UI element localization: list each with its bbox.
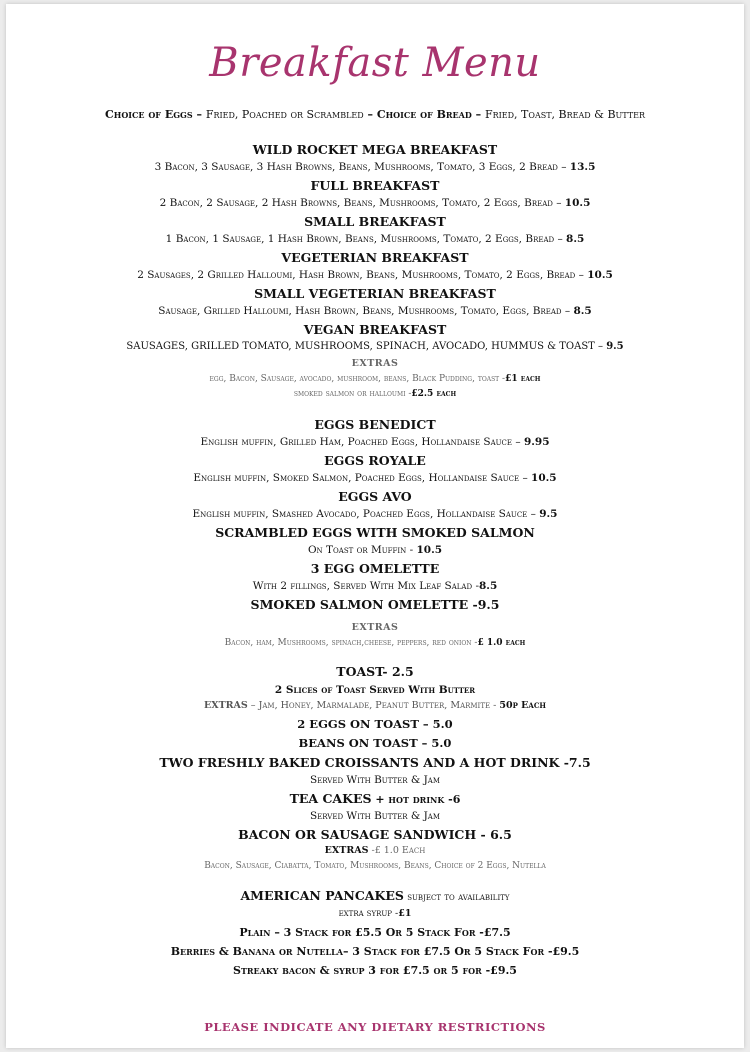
choice-line — [6, 108, 744, 121]
menu-item-name: TOAST- 2.5 — [336, 664, 414, 679]
sep: – — [471, 108, 485, 121]
price: £ 1.0 each — [477, 638, 526, 648]
menu-item-desc: English muffin, Smashed Avocado, Poached Eggs, Hollandaise Sauce – 9.5 — [192, 508, 558, 520]
price: 9.5 — [539, 508, 558, 520]
menu-item-name: FULL BREAKFAST — [310, 178, 440, 193]
price: 10.5 — [587, 269, 613, 281]
menu-item-name: BEANS ON TOAST – 5.0 — [298, 736, 452, 750]
menu-item-name: TWO FRESHLY BAKED CROISSANTS AND A HOT DRINK -7.5 — [159, 755, 591, 770]
extras-line: Bacon, Sausage, Ciabatta, Tomato, Mushrooms, Beans, Choice of 2 Eggs, Nutella — [204, 861, 546, 871]
menu-item-desc: 2 Bacon, 2 Sausage, 2 Hash Browns, Beans, Mushrooms, Tomato, 2 Eggs, Bread – 10.5 — [159, 197, 591, 209]
price: 13.5 — [569, 161, 596, 173]
menu-item-name: VEGAN BREAKFAST — [303, 322, 447, 337]
menu-item-desc: With 2 fillings, Served With Mix Leaf Salad -8.5 — [252, 580, 498, 592]
price: -9.5 — [472, 597, 500, 612]
menu-item-name: 2 EGGS ON TOAST – 5.0 — [297, 717, 453, 731]
eggs-options: Fried, Poached or Scrambled — [205, 108, 364, 121]
menu-item-name: BACON OR SAUSAGE SANDWICH - 6.5 — [238, 827, 512, 842]
menu-item-name: SMALL VEGETERIAN BREAKFAST — [254, 286, 496, 301]
menu-item-desc: Sausage, Grilled Halloumi, Hash Brown, Beans, Mushrooms, Tomato, Eggs, Bread – 8.5 — [158, 305, 592, 317]
sep: – — [192, 108, 206, 121]
pancake-option: Berries & Banana or Nutella– 3 Stack for £7.5 Or 5 Stack For -£9.5 — [170, 945, 580, 958]
menu-item-desc: English muffin, Grilled Ham, Poached Eggs, Hollandaise Sauce – 9.95 — [200, 436, 550, 448]
menu-item-desc: English muffin, Smoked Salmon, Poached Eggs, Hollandaise Sauce – 10.5 — [193, 472, 557, 484]
bread-label: Choice of Bread — [376, 108, 472, 121]
price: - 2.5 — [382, 664, 414, 679]
menu-item-desc: 1 Bacon, 1 Sausage, 1 Hash Brown, Beans, Mushrooms, Tomato, 2 Eggs, Bread – 8.5 — [165, 233, 585, 245]
price: 8.5 — [479, 580, 498, 592]
price: 10.5 — [564, 197, 591, 209]
menu-item-name: SMALL BREAKFAST — [304, 214, 446, 229]
eggs-label: Choice of Eggs — [105, 108, 193, 121]
page-title: Breakfast Menu — [209, 40, 541, 86]
bread-options: Fried, Toast, Bread & Butter — [484, 108, 645, 121]
price: 50p Each — [499, 700, 547, 711]
price: £2.5 each — [411, 389, 457, 399]
menu-item-desc: On Toast or Muffin - 10.5 — [307, 544, 443, 556]
menu-item-name: SCRAMBLED EGGS WITH SMOKED SALMON — [215, 525, 535, 540]
menu-item-desc: 2 Sausages, 2 Grilled Halloumi, Hash Brown, Beans, Mushrooms, Tomato, 2 Eggs, Bread – 10.5 — [137, 269, 613, 281]
price: £1 each — [505, 374, 541, 384]
extras-line: egg, Bacon, Sausage, avocado, mushroom, beans, Black Pudding, toast -£1 each — [209, 374, 541, 384]
pancake-option: Plain – 3 Stack for £5.5 Or 5 Stack For -£7.5 — [239, 926, 511, 939]
price: 9.5 — [606, 341, 624, 352]
price: 8.5 — [566, 233, 585, 245]
pancake-option: Streaky bacon & syrup 3 for £7.5 or 5 for -£9.5 — [233, 964, 517, 977]
extras-label: EXTRAS — [203, 700, 248, 711]
price: £1 — [398, 908, 412, 919]
price: + hot drink -6 — [371, 793, 461, 806]
extras-heading: EXTRAS — [351, 622, 399, 633]
menu-item-name: TEA CAKES + hot drink -6 — [289, 791, 461, 806]
menu-item-name: EGGS ROYALE — [324, 453, 426, 468]
extras-line: smoked salmon or halloumi -£2.5 each — [293, 389, 457, 399]
menu-item-desc: Served With Butter & Jam — [309, 774, 441, 786]
menu-item-desc: 2 Slices of Toast Served With Butter — [274, 684, 476, 696]
dietary-notice: PLEASE INDICATE ANY DIETARY RESTRICTIONS — [204, 1020, 546, 1034]
price: 9.95 — [523, 436, 550, 448]
price: 10.5 — [531, 472, 557, 484]
extras-line: EXTRAS -£ 1.0 Each — [324, 845, 426, 856]
menu-item-name: EGGS BENEDICT — [314, 417, 436, 432]
note: subject to availability — [403, 891, 510, 903]
menu-item-desc: 3 Bacon, 3 Sausage, 3 Hash Browns, Beans, Mushrooms, Tomato, 3 Eggs, 2 Bread – 13.5 — [154, 161, 596, 173]
menu-item-name: VEGETERIAN BREAKFAST — [281, 250, 469, 265]
extras-line: Bacon, ham, Mushrooms, spinach,cheese, peppers, red onion -£ 1.0 each — [224, 638, 526, 648]
menu-item-name: EGGS AVO — [338, 489, 412, 504]
menu-page — [6, 4, 744, 1048]
extras-heading: EXTRAS — [351, 358, 399, 369]
menu-item-name: 3 EGG OMELETTE — [310, 561, 440, 576]
menu-item-desc: Served With Butter & Jam — [309, 810, 441, 822]
sep: – — [363, 108, 377, 121]
menu-item-name: AMERICAN PANCAKES subject to availability — [240, 888, 510, 903]
extras-label: EXTRAS — [324, 845, 369, 856]
toast-extras: EXTRAS – Jam, Honey, Marmalade, Peanut Butter, Marmite - 50p Each — [203, 700, 547, 711]
menu-item-name: SMOKED SALMON OMELETTE -9.5 — [250, 597, 500, 612]
menu-item-name: WILD ROCKET MEGA BREAKFAST — [252, 142, 498, 157]
price: 8.5 — [573, 305, 592, 317]
menu-item-desc: extra syrup -£1 — [338, 908, 412, 919]
menu-item-desc: SAUSAGES, GRILLED TOMATO, MUSHROOMS, SPINACH, AVOCADO, HUMMUS & TOAST – 9.5 — [126, 341, 624, 352]
price: 10.5 — [416, 544, 443, 556]
